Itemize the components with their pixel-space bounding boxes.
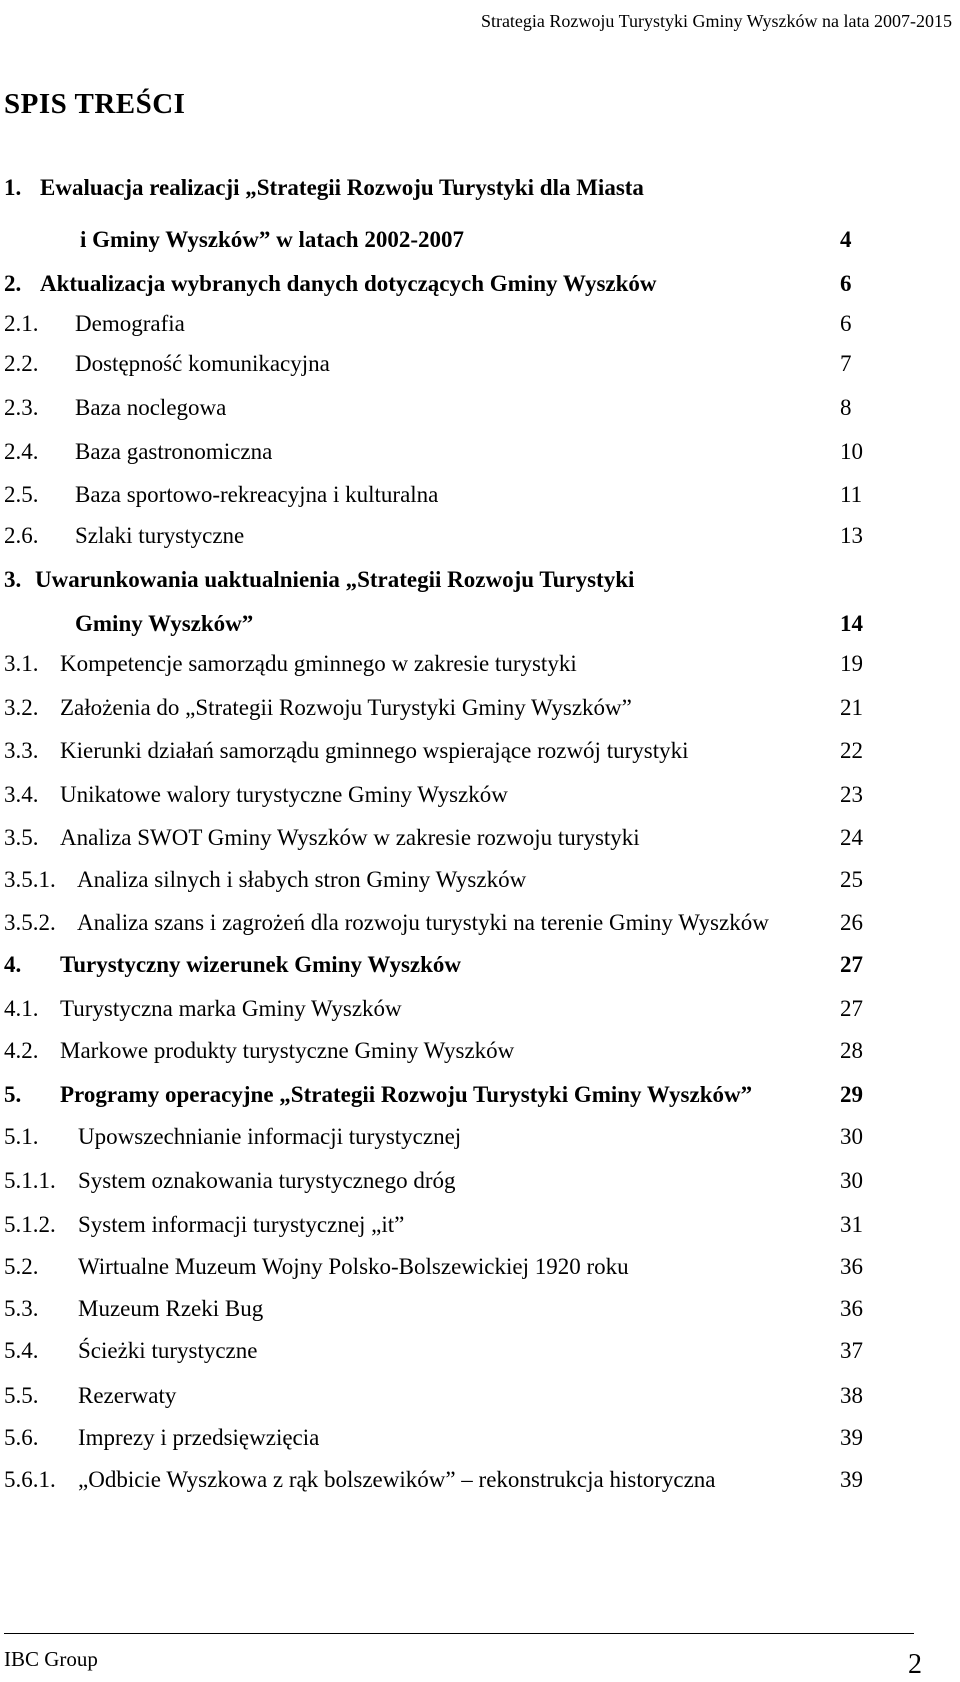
toc-entry-page: 13 <box>840 523 863 548</box>
toc-entry <box>0 903 960 943</box>
toc-entry-title: Analiza SWOT Gminy Wyszków w zakresie rozwoju turystyki <box>60 825 640 850</box>
toc-entry-number: 2.1. <box>4 311 39 336</box>
running-header: Strategia Rozwoju Turystyki Gminy Wyszków na lata 2007-2015 <box>480 11 952 31</box>
toc-entry <box>0 516 960 556</box>
toc-entry-page: 4 <box>840 227 852 252</box>
toc-entry-page: 11 <box>840 482 863 507</box>
toc-entry-title: Baza gastronomiczna <box>75 439 273 464</box>
toc-entry-number: 5.1. <box>4 1124 39 1149</box>
toc-entry <box>0 989 960 1029</box>
toc-entry-number: 3.1. <box>4 651 39 676</box>
toc-entry-page: 26 <box>840 910 863 935</box>
footer-company: IBC Group <box>4 1647 98 1671</box>
toc-entry-page: 31 <box>840 1212 863 1237</box>
toc-entry-number: 5.1.1. <box>4 1168 56 1193</box>
toc-entry-number: 5.4. <box>4 1338 39 1363</box>
toc-entry-page: 29 <box>840 1082 863 1107</box>
toc-entry-title: Markowe produkty turystyczne Gminy Wyszków <box>60 1038 515 1063</box>
toc-entry <box>0 1331 960 1371</box>
toc-entry-title: Turystyczna marka Gminy Wyszków <box>60 996 402 1021</box>
toc-entry-title: Demografia <box>75 311 185 336</box>
toc-entry <box>0 475 960 515</box>
toc-entry-title: Baza sportowo-rekreacyjna i kulturalna <box>75 482 439 507</box>
toc-entry-page: 8 <box>840 395 852 420</box>
toc-entry-number: 5.6. <box>4 1425 39 1450</box>
page-footer <box>4 1633 960 1682</box>
toc-entry <box>0 604 960 644</box>
toc-entry-title: Kompetencje samorządu gminnego w zakresie turystyki <box>60 651 577 676</box>
toc-entry-number: 5. <box>4 1082 22 1107</box>
toc-entry-title: „Odbicie Wyszkowa z rąk bolszewików” – rekonstrukcja historyczna <box>78 1467 716 1492</box>
toc-entry-page: 14 <box>840 611 863 636</box>
toc-entry-number: 4.1. <box>4 996 39 1021</box>
toc-entry-title: Rezerwaty <box>78 1383 177 1408</box>
toc-entry <box>0 1205 960 1245</box>
toc-entry <box>0 1460 960 1500</box>
toc-entry <box>0 1031 960 1071</box>
toc-entry-title: Kierunki działań samorządu gminnego wspierające rozwój turystyki <box>60 738 689 763</box>
toc-entry-page: 27 <box>840 996 863 1021</box>
toc-entry-title: Uwarunkowania uaktualnienia „Strategii Rozwoju Turystyki <box>35 567 635 592</box>
toc-entry-number: 3.5.1. <box>4 867 56 892</box>
toc-entry-page: 21 <box>840 695 863 720</box>
toc-entry-title: Analiza silnych i słabych stron Gminy Wyszków <box>77 867 527 892</box>
toc-entry-number: 5.2. <box>4 1254 39 1279</box>
toc-entry-number: 5.5. <box>4 1383 39 1408</box>
toc-entry-page: 6 <box>840 271 852 296</box>
toc-entry <box>0 1289 960 1329</box>
toc-entry-number: 3.5. <box>4 825 39 850</box>
toc-entry-page: 39 <box>840 1467 863 1492</box>
toc-entry-page: 39 <box>840 1425 863 1450</box>
toc-title: SPIS TREŚCI <box>4 88 186 120</box>
toc-entry-number: 5.1.2. <box>4 1212 56 1237</box>
toc-entry-number: 2.4. <box>4 439 39 464</box>
toc-entry-title: Dostępność komunikacyjna <box>75 351 330 376</box>
toc-entry <box>0 1418 960 1458</box>
toc-entry-title: Ścieżki turystyczne <box>78 1338 258 1363</box>
toc-entry-number: 3. <box>4 567 22 592</box>
footer-page-number: 2 <box>908 1649 922 1680</box>
toc-entry-title: System informacji turystycznej „it” <box>78 1212 405 1237</box>
toc-entry-page: 36 <box>840 1254 863 1279</box>
toc-entry <box>0 688 960 728</box>
toc-entry <box>0 388 960 428</box>
toc-entry <box>0 432 960 472</box>
toc-entry-page: 10 <box>840 439 863 464</box>
toc-entry-number: 3.3. <box>4 738 39 763</box>
toc-entry-page: 24 <box>840 825 863 850</box>
toc-entry-number: 3.5.2. <box>4 910 56 935</box>
toc-entry <box>0 560 960 600</box>
toc-entry-number: 2.5. <box>4 482 39 507</box>
toc-entry-title: Analiza szans i zagrożeń dla rozwoju turystyki na terenie Gminy Wyszków <box>77 910 769 935</box>
toc-entry-number: 4.2. <box>4 1038 39 1063</box>
toc-entry <box>0 264 960 304</box>
toc-entry <box>0 1161 960 1201</box>
toc-entry <box>0 1247 960 1287</box>
toc-entry-title: Imprezy i przedsięwzięcia <box>78 1425 320 1450</box>
toc-entry-number: 5.6.1. <box>4 1467 56 1492</box>
toc-entry <box>0 945 960 985</box>
toc-entry <box>0 775 960 815</box>
toc-entry-number: 2.2. <box>4 351 39 376</box>
toc-entry-number: 3.2. <box>4 695 39 720</box>
toc-entry-page: 25 <box>840 867 863 892</box>
toc-entry-page: 36 <box>840 1296 863 1321</box>
toc-entry-page: 6 <box>840 311 852 336</box>
toc-entry-number: 5.3. <box>4 1296 39 1321</box>
toc-entry-title: Unikatowe walory turystyczne Gminy Wyszków <box>60 782 508 807</box>
toc-entry-page: 37 <box>840 1338 863 1363</box>
toc-entry-page: 30 <box>840 1124 863 1149</box>
toc-entry-title: Szlaki turystyczne <box>75 523 245 548</box>
toc-entry-title: Turystyczny wizerunek Gminy Wyszków <box>60 952 462 977</box>
toc-entry-title: Gminy Wyszków” <box>75 611 254 636</box>
toc-entry-title: Ewaluacja realizacji „Strategii Rozwoju Turystyki dla Miasta <box>40 175 644 200</box>
toc-entry-page: 23 <box>840 782 863 807</box>
toc-entry-title: Muzeum Rzeki Bug <box>78 1296 264 1321</box>
toc-entry-page: 38 <box>840 1383 863 1408</box>
toc-entry-title: Baza noclegowa <box>75 395 227 420</box>
toc-entry-title: Aktualizacja wybranych danych dotyczących Gminy Wyszków <box>40 271 657 296</box>
toc-entry-title: Wirtualne Muzeum Wojny Polsko-Bolszewickiej 1920 roku <box>78 1254 629 1279</box>
footer-rule <box>4 1633 914 1634</box>
toc-entry-title: Programy operacyjne „Strategii Rozwoju Turystyki Gminy Wyszków” <box>60 1082 753 1107</box>
toc-entry-title: System oznakowania turystycznego dróg <box>78 1168 456 1193</box>
toc-entry-number: 2.6. <box>4 523 39 548</box>
toc-entry-number: 1. <box>4 175 22 200</box>
toc-entry <box>0 1075 960 1115</box>
toc-entry-page: 7 <box>840 351 852 376</box>
toc-entry <box>0 1117 960 1157</box>
toc-entry-page: 19 <box>840 651 863 676</box>
toc-entry-number: 3.4. <box>4 782 39 807</box>
toc-entry <box>0 731 960 771</box>
toc-entry-title: Założenia do „Strategii Rozwoju Turystyki Gminy Wyszków” <box>60 695 632 720</box>
toc-entry <box>0 818 960 858</box>
toc-entry-title: Upowszechnianie informacji turystycznej <box>78 1124 462 1149</box>
toc-entry-number: 2. <box>4 271 22 296</box>
toc-entry-page: 30 <box>840 1168 863 1193</box>
toc-entry <box>0 1376 960 1416</box>
toc-entry-page: 28 <box>840 1038 863 1063</box>
toc-entry <box>0 344 960 384</box>
toc-entry <box>0 168 960 208</box>
toc-entry <box>0 644 960 684</box>
toc-entry <box>0 304 960 344</box>
toc-entry-page: 22 <box>840 738 863 763</box>
toc-entry <box>0 860 960 900</box>
toc-entry-number: 4. <box>4 952 22 977</box>
toc-entry-title: i Gminy Wyszków” w latach 2002-2007 <box>80 227 464 252</box>
toc-entry-page: 27 <box>840 952 863 977</box>
toc-entry-number: 2.3. <box>4 395 39 420</box>
toc-entry <box>0 220 960 260</box>
